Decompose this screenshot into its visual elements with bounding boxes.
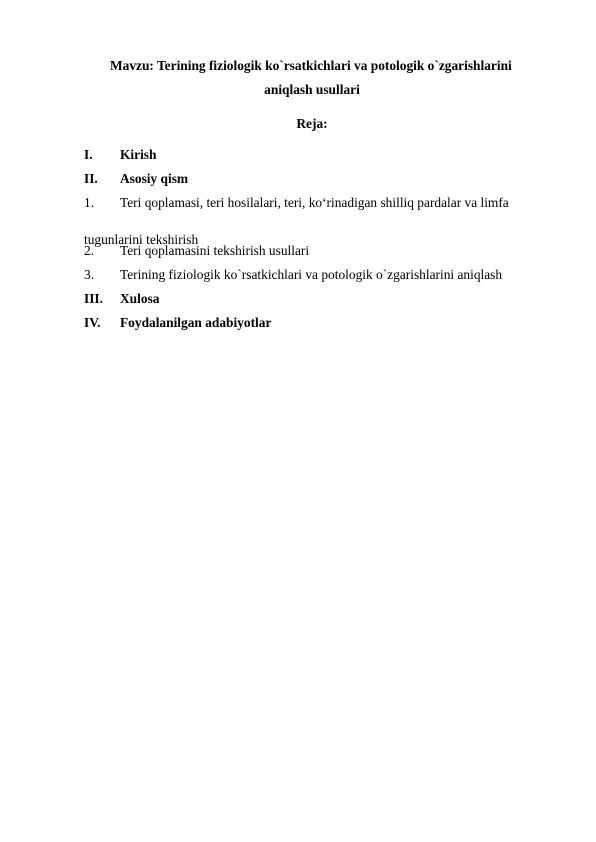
item-text: Asosiy qism bbox=[120, 171, 189, 186]
item-text: Xulosa bbox=[120, 291, 160, 306]
plan-item-1 bbox=[84, 193, 544, 213]
plan-item-1-continuation: tugunlarini tekshirish bbox=[84, 232, 199, 248]
item-number: IV. bbox=[84, 315, 101, 330]
plan-item-references bbox=[84, 313, 544, 333]
item-text: Teri qoplamasi, teri hosilalari, teri, ko‘rinadigan shilliq pardalar va limfa bbox=[120, 195, 509, 210]
item-number: III. bbox=[84, 291, 103, 306]
item-text: Teri qoplamasini tekshirish usullari bbox=[120, 243, 310, 258]
plan-item-intro bbox=[84, 145, 544, 165]
title-line-2: aniqlash usullari bbox=[264, 82, 360, 97]
item-text: Terining fiziologik ko`rsatkichlari va potologik o`zgarishlarini aniqlash bbox=[120, 267, 503, 282]
item-number: 3. bbox=[84, 267, 95, 282]
plan-item-3 bbox=[84, 265, 544, 285]
item-number: II. bbox=[84, 171, 98, 186]
plan-item-2 bbox=[84, 241, 544, 261]
document-title bbox=[84, 54, 540, 102]
item-number: I. bbox=[84, 147, 93, 162]
item-number: 1. bbox=[84, 195, 95, 210]
item-text: Kirish bbox=[120, 147, 157, 162]
plan-item-conclusion bbox=[84, 289, 544, 309]
item-number: 2. bbox=[84, 243, 95, 258]
plan-heading: Reja: bbox=[296, 116, 328, 131]
title-line-1: Mavzu: Terining fiziologik ko`rsatkichlari va potologik o`zgarishlarini bbox=[110, 58, 512, 73]
plan-item-main-part bbox=[84, 169, 544, 189]
item-text: Foydalanilgan adabiyotlar bbox=[120, 315, 272, 330]
